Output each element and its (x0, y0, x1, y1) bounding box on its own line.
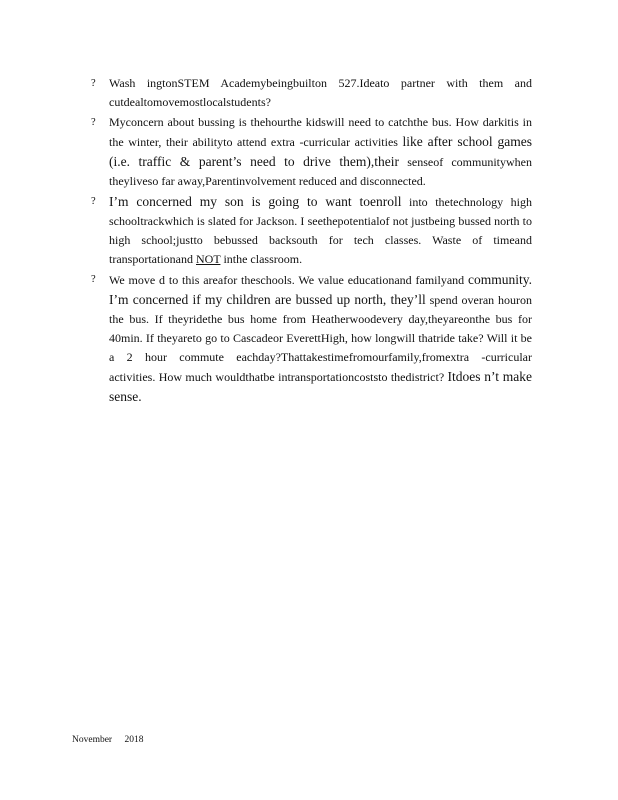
item-text-part: community. I’m concerned if my children are bussed up north, they’ll (109, 272, 533, 307)
item-text-part: inthe classroom. (223, 252, 303, 266)
list-item (92, 74, 532, 112)
list-item (92, 270, 532, 407)
item-text (109, 192, 532, 269)
list-item (92, 192, 532, 269)
bullet-marker: ? (91, 274, 96, 285)
item-text-part: spend overan houron the bus. If theyridethe bus home from Heatherwoodevery day,theyareonthe bus for 40min. If theyareto go to Cascadeor EverettHigh, how longwill thatride take? Will it be a 2 hour commute eachday?Thattakestimefromourfamily,fromextra -curricular activities. How much wouldthatbe intransportationcoststo thedistrict? (109, 293, 533, 384)
item-text (109, 270, 532, 407)
footer-year: 2018 (124, 735, 144, 745)
item-text-part: Myconcern about bussing is thehourthe kidswill need to catchthe bus. How darkitis in the winter, their abilityto attend extra -curricular activities (109, 115, 532, 149)
item-text (109, 113, 532, 191)
list-item (92, 113, 532, 191)
bullet-marker: ? (91, 78, 96, 89)
item-text-part: into thetechnology high schooltrackwhich is slated for Jackson. I seethepotentialof not justbeing bussed north to high school;justto bebussed backsouth for tech classes. Waste of timeand transportationand (109, 195, 533, 266)
item-text: Wash ingtonSTEM Academybeingbuilton 527.Ideato partner with them and cutdealtomovemostlocalstudents? (109, 76, 532, 109)
item-text-part: Itdoes n’t make sense. (109, 369, 532, 404)
concerns-list (92, 74, 532, 408)
item-text-part: We move d to this areafor theschools. We value educationand familyand (109, 273, 465, 287)
footer-date (72, 735, 143, 745)
item-text-part: like after school games (i.e. traffic & parent’s need to drive them),their (109, 134, 533, 169)
item-text-part: senseof communitywhen theyliveso far away,Parentinvolvement reduced and disconnected. (109, 155, 533, 188)
underlined-word: NOT (195, 252, 221, 266)
footer-month: November (72, 735, 113, 745)
item-text-part: I’m concerned my son is going to want toenroll (109, 194, 402, 209)
bullet-marker: ? (91, 117, 96, 128)
bullet-marker: ? (91, 196, 96, 207)
